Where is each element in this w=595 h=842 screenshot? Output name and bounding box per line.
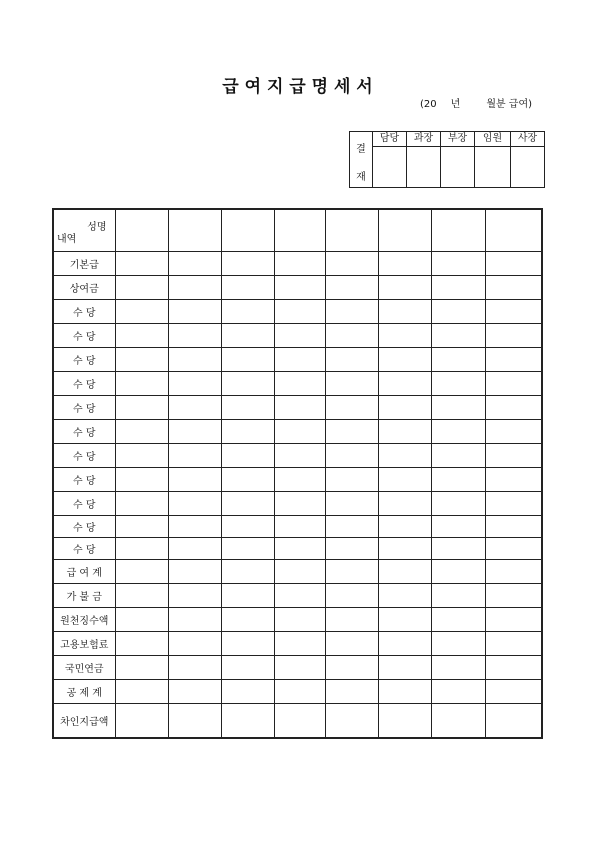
amount-cell[interactable] [378, 491, 431, 515]
amount-cell[interactable] [115, 703, 168, 738]
amount-cell[interactable] [431, 703, 485, 738]
amount-cell[interactable] [485, 251, 542, 275]
amount-cell[interactable] [115, 607, 168, 631]
table-row [53, 371, 542, 395]
table-row [53, 491, 542, 515]
table-row [53, 607, 542, 631]
amount-cell[interactable] [274, 703, 325, 738]
employee-name-cell[interactable] [431, 209, 485, 251]
amount-cell[interactable] [485, 347, 542, 371]
pay-period-subtitle [420, 95, 560, 110]
amount-cell[interactable] [431, 323, 485, 347]
amount-cell[interactable] [378, 443, 431, 467]
amount-cell[interactable] [325, 537, 378, 559]
table-row [53, 299, 542, 323]
amount-cell[interactable] [115, 299, 168, 323]
amount-cell[interactable] [221, 299, 274, 323]
amount-cell[interactable] [168, 583, 221, 607]
amount-cell[interactable] [274, 299, 325, 323]
amount-cell[interactable] [221, 443, 274, 467]
amount-cell[interactable] [378, 655, 431, 679]
amount-cell[interactable] [221, 467, 274, 491]
amount-cell[interactable] [274, 395, 325, 419]
amount-cell[interactable] [378, 537, 431, 559]
amount-cell[interactable] [274, 419, 325, 443]
amount-cell[interactable] [378, 299, 431, 323]
table-row [53, 559, 542, 583]
amount-cell[interactable] [221, 395, 274, 419]
amount-cell[interactable] [378, 395, 431, 419]
amount-cell[interactable] [485, 559, 542, 583]
amount-cell[interactable] [168, 419, 221, 443]
amount-cell[interactable] [274, 251, 325, 275]
amount-cell[interactable] [274, 679, 325, 703]
amount-cell[interactable] [221, 491, 274, 515]
amount-cell[interactable] [431, 251, 485, 275]
amount-cell[interactable] [325, 371, 378, 395]
amount-cell[interactable] [325, 275, 378, 299]
amount-cell[interactable] [221, 537, 274, 559]
amount-cell[interactable] [325, 559, 378, 583]
amount-cell[interactable] [115, 347, 168, 371]
amount-cell[interactable] [115, 323, 168, 347]
employee-name-cell[interactable] [221, 209, 274, 251]
amount-cell[interactable] [431, 655, 485, 679]
amount-cell[interactable] [274, 537, 325, 559]
amount-cell[interactable] [221, 655, 274, 679]
approval-header-gwajang: 과장 [407, 132, 441, 147]
amount-cell[interactable] [431, 631, 485, 655]
amount-cell[interactable] [221, 631, 274, 655]
amount-cell[interactable] [485, 395, 542, 419]
amount-cell[interactable] [221, 275, 274, 299]
amount-cell[interactable] [221, 703, 274, 738]
table-row [53, 323, 542, 347]
approval-sign-cell[interactable] [373, 147, 407, 188]
amount-cell[interactable] [378, 515, 431, 537]
amount-cell[interactable] [378, 703, 431, 738]
table-row [53, 583, 542, 607]
amount-cell[interactable] [168, 655, 221, 679]
row-label: 원천징수액 [53, 607, 115, 631]
amount-cell[interactable] [325, 299, 378, 323]
amount-cell[interactable] [221, 583, 274, 607]
amount-cell[interactable] [115, 275, 168, 299]
amount-cell[interactable] [221, 251, 274, 275]
row-label: 급 여 계 [53, 559, 115, 583]
amount-cell[interactable] [325, 515, 378, 537]
amount-cell[interactable] [431, 491, 485, 515]
amount-cell[interactable] [431, 537, 485, 559]
amount-cell[interactable] [168, 679, 221, 703]
amount-cell[interactable] [221, 419, 274, 443]
table-row [53, 655, 542, 679]
amount-cell[interactable] [431, 467, 485, 491]
row-label: 수 당 [53, 347, 115, 371]
amount-cell[interactable] [168, 537, 221, 559]
row-label: 고용보험료 [53, 631, 115, 655]
row-label: 수 당 [53, 467, 115, 491]
amount-cell[interactable] [431, 559, 485, 583]
employee-name-cell[interactable] [274, 209, 325, 251]
row-label: 상여금 [53, 275, 115, 299]
amount-cell[interactable] [274, 467, 325, 491]
amount-cell[interactable] [168, 299, 221, 323]
amount-cell[interactable] [115, 419, 168, 443]
header-name-label: 성명 [87, 222, 107, 233]
amount-cell[interactable] [168, 251, 221, 275]
employee-name-cell[interactable] [485, 209, 542, 251]
amount-cell[interactable] [431, 395, 485, 419]
approval-side-label [350, 132, 373, 188]
amount-cell[interactable] [485, 371, 542, 395]
table-row [53, 515, 542, 537]
amount-cell[interactable] [168, 443, 221, 467]
table-row [53, 679, 542, 703]
amount-cell[interactable] [168, 467, 221, 491]
amount-cell[interactable] [431, 443, 485, 467]
amount-cell[interactable] [485, 419, 542, 443]
amount-cell[interactable] [115, 251, 168, 275]
amount-cell[interactable] [485, 703, 542, 738]
amount-cell[interactable] [221, 607, 274, 631]
amount-cell[interactable] [378, 419, 431, 443]
amount-cell[interactable] [115, 491, 168, 515]
amount-cell[interactable] [485, 679, 542, 703]
amount-cell[interactable] [274, 583, 325, 607]
amount-cell[interactable] [325, 443, 378, 467]
amount-cell[interactable] [325, 467, 378, 491]
amount-cell[interactable] [485, 655, 542, 679]
amount-cell[interactable] [115, 631, 168, 655]
amount-cell[interactable] [274, 347, 325, 371]
amount-cell[interactable] [485, 323, 542, 347]
amount-cell[interactable] [221, 679, 274, 703]
row-label: 공 제 계 [53, 679, 115, 703]
table-row [53, 467, 542, 491]
amount-cell[interactable] [115, 515, 168, 537]
amount-cell[interactable] [485, 537, 542, 559]
amount-cell[interactable] [325, 491, 378, 515]
name-detail-header [53, 209, 115, 251]
subtitle-month-label: 월분 급여) [486, 99, 533, 110]
amount-cell[interactable] [325, 419, 378, 443]
amount-cell[interactable] [221, 347, 274, 371]
table-header-row [53, 209, 542, 251]
amount-cell[interactable] [274, 371, 325, 395]
amount-cell[interactable] [325, 347, 378, 371]
table-row [53, 275, 542, 299]
row-label: 수 당 [53, 443, 115, 467]
amount-cell[interactable] [274, 559, 325, 583]
amount-cell[interactable] [168, 395, 221, 419]
subtitle-year-prefix: (20 [420, 99, 437, 110]
employee-name-cell[interactable] [325, 209, 378, 251]
amount-cell[interactable] [168, 275, 221, 299]
amount-cell[interactable] [168, 347, 221, 371]
amount-cell[interactable] [378, 347, 431, 371]
amount-cell[interactable] [431, 679, 485, 703]
amount-cell[interactable] [431, 515, 485, 537]
amount-cell[interactable] [431, 347, 485, 371]
amount-cell[interactable] [485, 607, 542, 631]
amount-cell[interactable] [325, 251, 378, 275]
amount-cell[interactable] [168, 515, 221, 537]
amount-cell[interactable] [221, 515, 274, 537]
approval-sign-cell[interactable] [441, 147, 475, 188]
amount-cell[interactable] [325, 679, 378, 703]
amount-cell[interactable] [378, 251, 431, 275]
amount-cell[interactable] [378, 631, 431, 655]
amount-cell[interactable] [168, 703, 221, 738]
amount-cell[interactable] [221, 371, 274, 395]
approval-side-bottom: 재 [356, 172, 366, 183]
approval-side-top: 결 [356, 144, 366, 155]
amount-cell[interactable] [115, 371, 168, 395]
row-label: 수 당 [53, 515, 115, 537]
amount-cell[interactable] [115, 537, 168, 559]
row-label: 국민연금 [53, 655, 115, 679]
amount-cell[interactable] [325, 323, 378, 347]
amount-cell[interactable] [485, 275, 542, 299]
amount-cell[interactable] [274, 631, 325, 655]
amount-cell[interactable] [485, 491, 542, 515]
header-detail-label: 내역 [57, 233, 77, 245]
amount-cell[interactable] [431, 583, 485, 607]
amount-cell[interactable] [221, 323, 274, 347]
document-title: 급 여 지 급 명 세 서 [222, 77, 373, 97]
amount-cell[interactable] [115, 655, 168, 679]
amount-cell[interactable] [168, 491, 221, 515]
amount-cell[interactable] [274, 491, 325, 515]
amount-cell[interactable] [274, 607, 325, 631]
table-row [53, 419, 542, 443]
amount-cell[interactable] [325, 583, 378, 607]
approval-header-bujang: 부장 [441, 132, 475, 147]
row-label: 수 당 [53, 299, 115, 323]
amount-cell[interactable] [168, 607, 221, 631]
amount-cell[interactable] [485, 631, 542, 655]
amount-cell[interactable] [485, 515, 542, 537]
table-row [53, 537, 542, 559]
approval-header-damdang: 담당 [373, 132, 407, 147]
amount-cell[interactable] [378, 559, 431, 583]
row-label: 수 당 [53, 491, 115, 515]
approval-box [349, 131, 545, 188]
amount-cell[interactable] [274, 515, 325, 537]
amount-cell[interactable] [485, 467, 542, 491]
amount-cell[interactable] [325, 655, 378, 679]
amount-cell[interactable] [431, 607, 485, 631]
amount-cell[interactable] [168, 631, 221, 655]
row-label: 수 당 [53, 371, 115, 395]
amount-cell[interactable] [485, 299, 542, 323]
amount-cell[interactable] [325, 395, 378, 419]
table-row [53, 251, 542, 275]
amount-cell[interactable] [378, 679, 431, 703]
amount-cell[interactable] [378, 323, 431, 347]
amount-cell[interactable] [431, 299, 485, 323]
row-label: 기본급 [53, 251, 115, 275]
amount-cell[interactable] [378, 371, 431, 395]
payroll-table [52, 208, 543, 739]
table-row [53, 703, 542, 738]
table-row [53, 631, 542, 655]
amount-cell[interactable] [325, 631, 378, 655]
amount-cell[interactable] [325, 703, 378, 738]
amount-cell[interactable] [115, 467, 168, 491]
approval-sign-cell[interactable] [511, 147, 545, 188]
amount-cell[interactable] [221, 559, 274, 583]
amount-cell[interactable] [378, 583, 431, 607]
table-row [53, 395, 542, 419]
amount-cell[interactable] [115, 559, 168, 583]
row-label: 가 불 금 [53, 583, 115, 607]
amount-cell[interactable] [378, 607, 431, 631]
row-label: 수 당 [53, 537, 115, 559]
amount-cell[interactable] [378, 275, 431, 299]
amount-cell[interactable] [431, 419, 485, 443]
row-label: 수 당 [53, 323, 115, 347]
amount-cell[interactable] [115, 679, 168, 703]
employee-name-cell[interactable] [378, 209, 431, 251]
amount-cell[interactable] [115, 583, 168, 607]
amount-cell[interactable] [274, 323, 325, 347]
approval-sign-cell[interactable] [407, 147, 441, 188]
amount-cell[interactable] [274, 655, 325, 679]
row-label: 수 당 [53, 395, 115, 419]
table-row [53, 347, 542, 371]
amount-cell[interactable] [274, 443, 325, 467]
amount-cell[interactable] [168, 559, 221, 583]
approval-sign-cell[interactable] [475, 147, 511, 188]
amount-cell[interactable] [378, 467, 431, 491]
amount-cell[interactable] [168, 323, 221, 347]
subtitle-year-label: 년 [450, 99, 461, 110]
approval-header-sajang: 사장 [511, 132, 545, 147]
amount-cell[interactable] [325, 607, 378, 631]
row-label: 차인지급액 [53, 703, 115, 738]
amount-cell[interactable] [168, 371, 221, 395]
employee-name-cell[interactable] [168, 209, 221, 251]
employee-name-cell[interactable] [115, 209, 168, 251]
approval-header-imwon: 임원 [475, 132, 511, 147]
amount-cell[interactable] [115, 395, 168, 419]
amount-cell[interactable] [431, 371, 485, 395]
amount-cell[interactable] [115, 443, 168, 467]
amount-cell[interactable] [485, 443, 542, 467]
table-row [53, 443, 542, 467]
amount-cell[interactable] [485, 583, 542, 607]
amount-cell[interactable] [431, 275, 485, 299]
amount-cell[interactable] [274, 275, 325, 299]
row-label: 수 당 [53, 419, 115, 443]
